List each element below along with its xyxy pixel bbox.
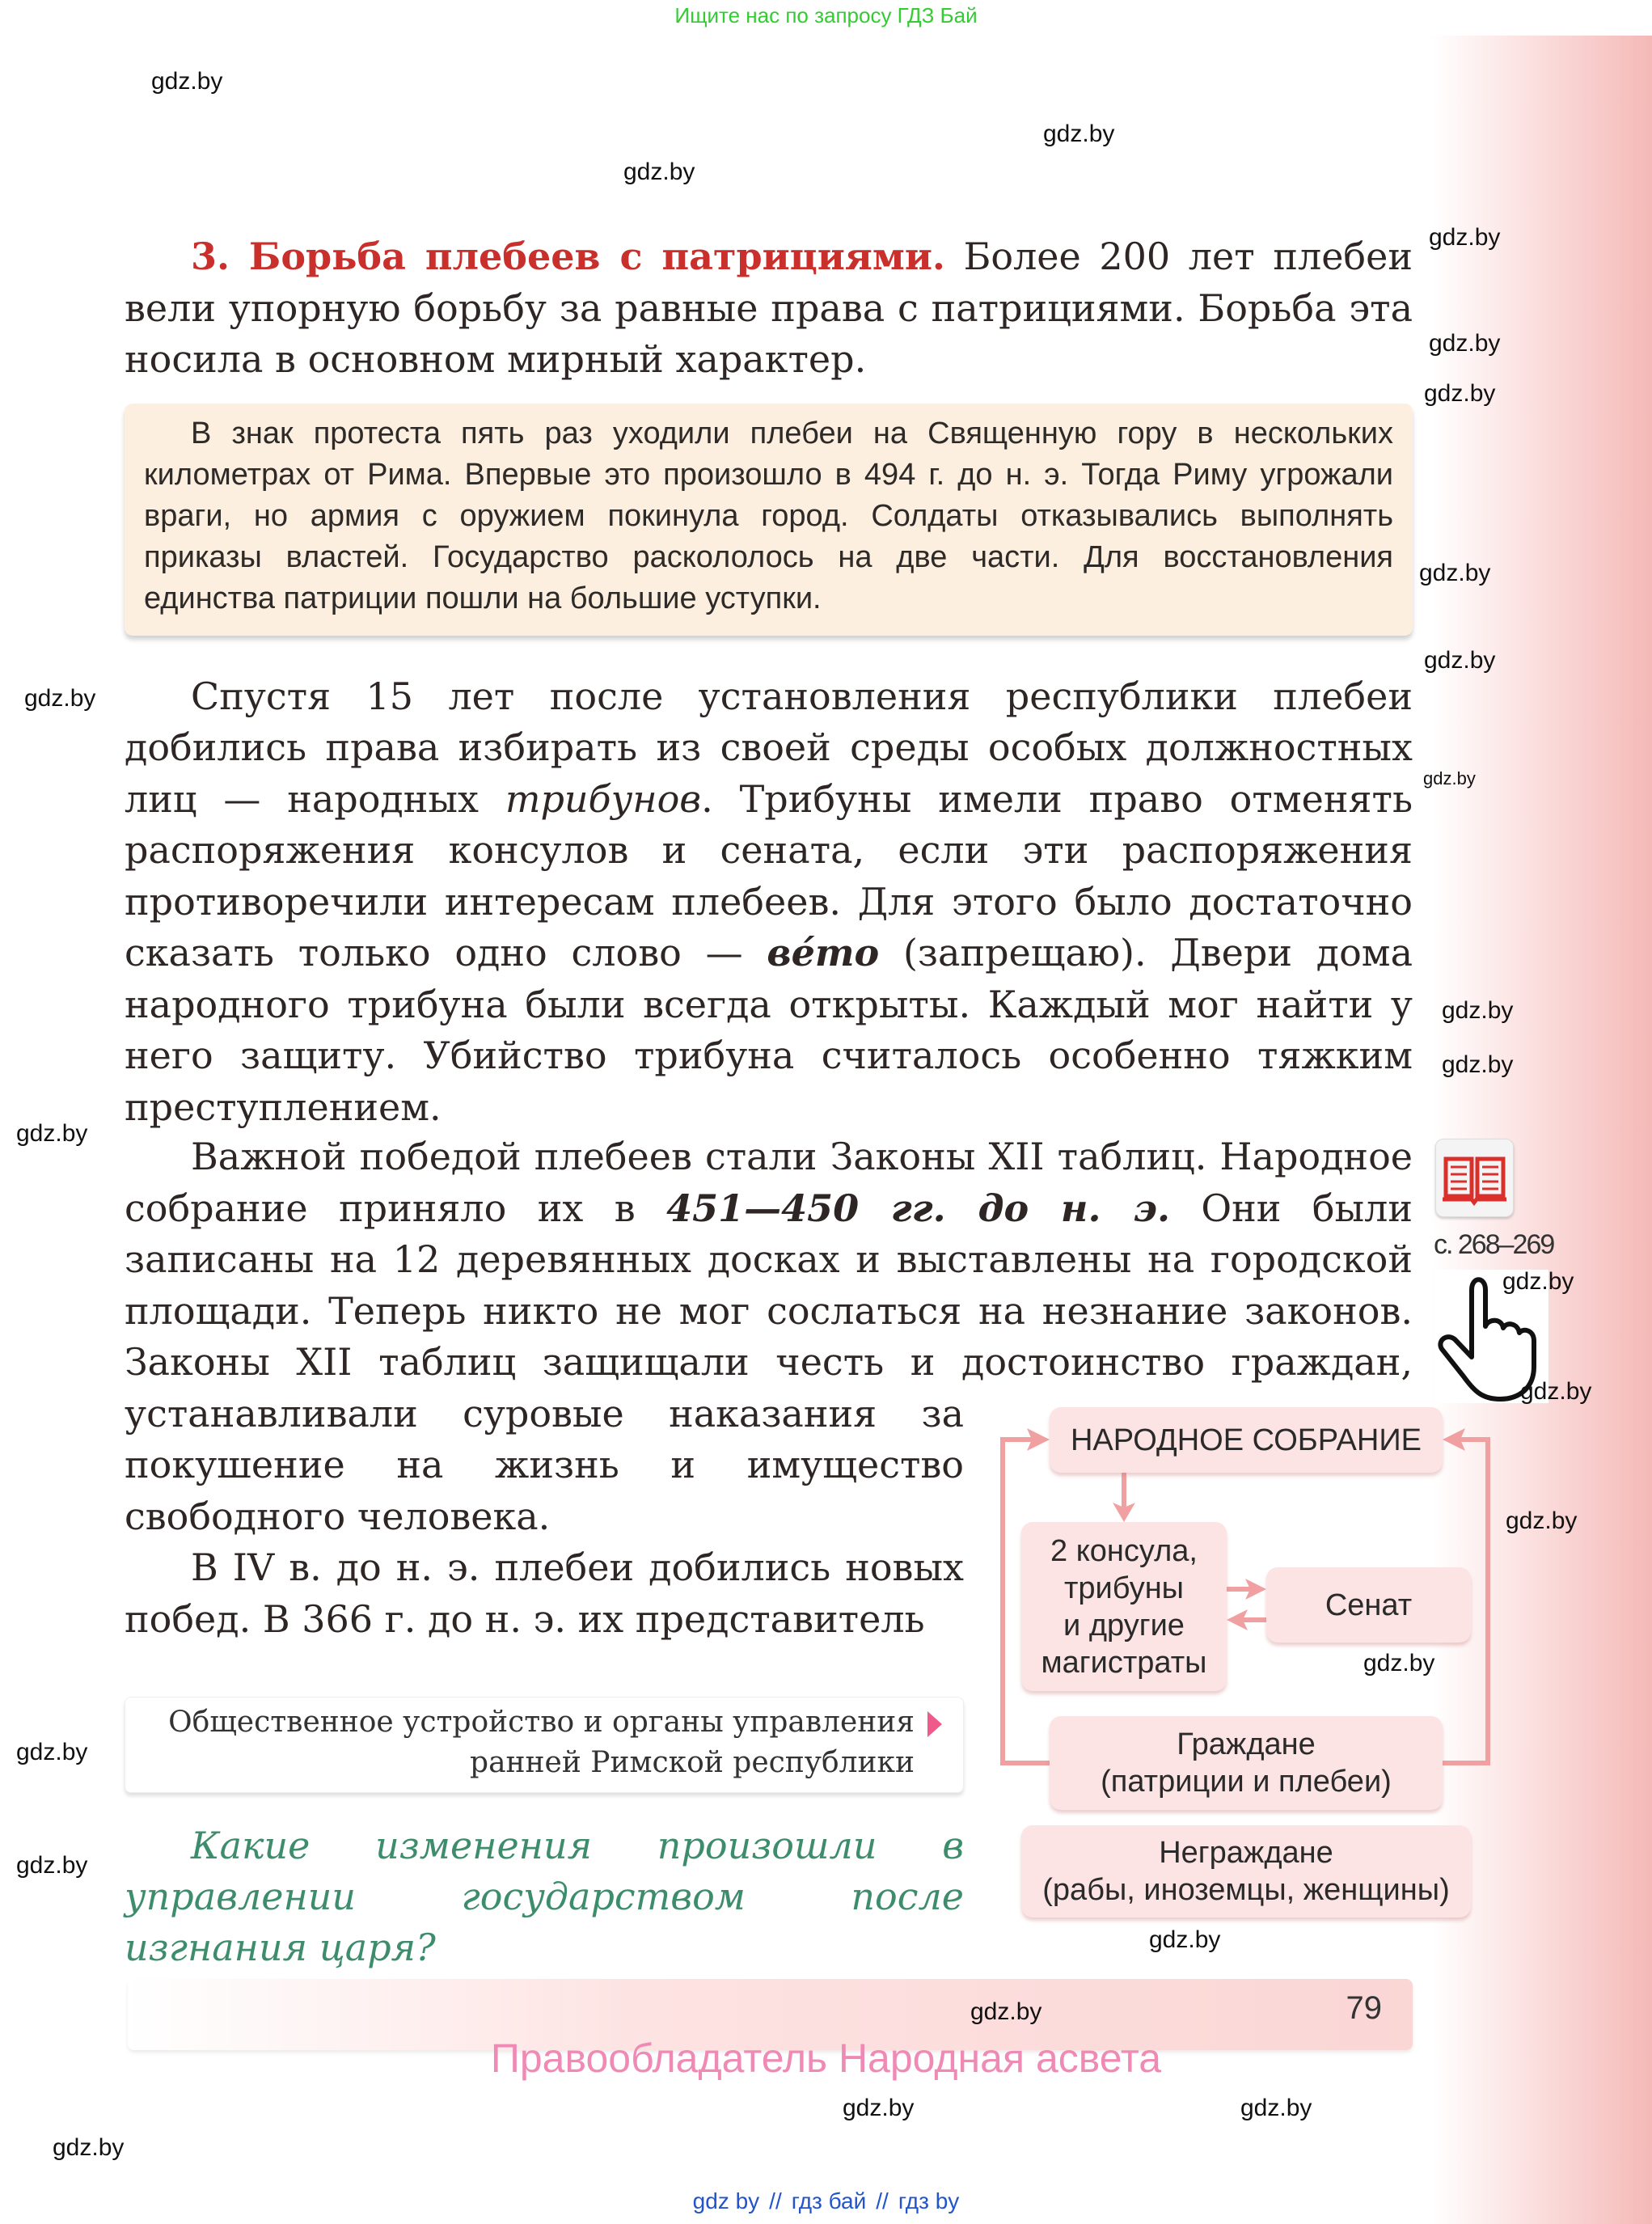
search-hint-link[interactable]: Ищите нас по запросу ГДЗ Бай [674, 3, 978, 27]
section-heading: 3. Борьба плебеев с патрициями. [191, 235, 945, 278]
watermark: gdz.by [1363, 1650, 1435, 1676]
watermark: gdz.by [53, 2134, 125, 2161]
date-highlight: 451—450 гг. до н. э. [666, 1186, 1170, 1230]
label: НАРОДНОЕ СОБРАНИЕ [1070, 1423, 1422, 1457]
watermark: gdz.by [24, 685, 96, 712]
watermark: gdz.by [16, 1120, 88, 1147]
diagram-box-senate [1266, 1567, 1471, 1643]
caption-line: ранней Римской республики [470, 1746, 915, 1779]
text: Они были записаны на 12 деревянных досках и выставлены на городской площади. Теперь никто не мог сослаться на незнание законов. Законы XII таблиц защищали честь и достоинство граждан, [125, 1186, 1413, 1384]
label: магистраты [1041, 1645, 1207, 1680]
watermark: gdz.by [1442, 1051, 1514, 1078]
link-gdz-by[interactable]: gdz by [692, 2188, 760, 2213]
label: и другие [1063, 1608, 1185, 1643]
label: трибуны [1064, 1571, 1184, 1605]
section-intro-text: Более 200 лет плебеи вели упорную борьбу за равные права с патрициями. Борьба эта носила в основном мирный характер. [125, 235, 1413, 381]
caption-line: Общественное устройство и органы управления [168, 1706, 915, 1739]
term-tribunes: трибунов [505, 776, 702, 821]
watermark: gdz.by [1520, 1378, 1592, 1405]
watermark: gdz.by [1429, 330, 1501, 357]
watermark: gdz.by [1429, 224, 1501, 251]
watermark: gdz.by [1149, 1926, 1221, 1953]
watermark: gdz.by [151, 68, 223, 95]
diagram-box-citizens [1050, 1716, 1443, 1810]
watermark: gdz.by [1043, 121, 1115, 147]
copyright-notice: Правообладатель Народная асвета [490, 2036, 1162, 2081]
text: устанавливали суровые наказания за покушение на жизнь и имущество свободного человека. [125, 1391, 964, 1538]
watermark: gdz.by [1442, 997, 1514, 1024]
watermark: gdz.by [1240, 2095, 1312, 2121]
watermark: gdz.by [623, 159, 695, 185]
diagram-box-noncitizens [1021, 1825, 1471, 1917]
label: Неграждане [1159, 1836, 1333, 1870]
watermark: gdz.by [1502, 1268, 1574, 1295]
info-box-text: В знак протеста пять раз уходили плебеи на Священную гору в нескольких километрах от Рима. Впервые это произошло в 494 г. до н. э. Тогда Риму угрожали враги, но армия с оружием покинула город. Солдаты отказывались выполнять приказы властей. Государство раскололось на две части. Для восстановления единства патриции пошли на большие уступки. [144, 416, 1393, 615]
watermark: gdz.by [1506, 1507, 1578, 1534]
page-number: 79 [1346, 1990, 1382, 2026]
diagram-box-magistrates [1021, 1522, 1227, 1691]
text: Важной победой плебеев стали Законы XII таблиц. Народное собрание приняло их в [125, 1135, 1413, 1230]
watermark: gdz.by [16, 1739, 88, 1765]
question-text: Какие изменения произошли в управлении государством после изгнания царя? [125, 1824, 964, 1969]
label: (рабы, иноземцы, женщины) [1042, 1873, 1450, 1907]
label: Сенат [1325, 1588, 1413, 1622]
link-gdz-bai[interactable]: гдз бай [791, 2188, 867, 2213]
term-veto: ве́то [767, 931, 880, 975]
text: (запрещаю). Двери дома народного трибуна были всегда открыты. Каждый мог найти у него защиту. Убийство трибуна считалось особенно тяжким преступлением. [125, 931, 1413, 1129]
watermark: gdz.by [1419, 560, 1491, 586]
watermark: gdz.by [1423, 768, 1476, 789]
label: 2 консула, [1050, 1533, 1198, 1568]
separator: // [769, 2188, 782, 2213]
watermark: gdz.by [970, 1998, 1042, 2025]
separator: // [876, 2188, 889, 2213]
watermark: gdz.by [1424, 647, 1496, 674]
watermark: gdz.by [843, 2095, 915, 2121]
label: (патриции и плебеи) [1101, 1765, 1392, 1799]
text: Спустя 15 лет после установления республики плебеи добились права избирать из своей среды особых должностных лиц — народных [125, 674, 1413, 821]
text: В IV в. до н. э. плебеи добились новых побед. В 366 г. до н. э. их представитель [125, 1545, 964, 1641]
watermark: gdz.by [1424, 380, 1496, 407]
text: . Трибуны имели право отменять распоряжения консулов и сената, если эти распоряжения противоречили интересам плебеев. Для этого было достаточно сказать только одно слово — [125, 776, 1413, 975]
diagram-box-assembly [1050, 1407, 1443, 1473]
watermark: gdz.by [16, 1852, 88, 1879]
link-gdz-by-2[interactable]: гдз by [898, 2188, 960, 2213]
page-reference[interactable]: с. 268–269 [1434, 1229, 1554, 1260]
label: Граждане [1177, 1727, 1316, 1761]
